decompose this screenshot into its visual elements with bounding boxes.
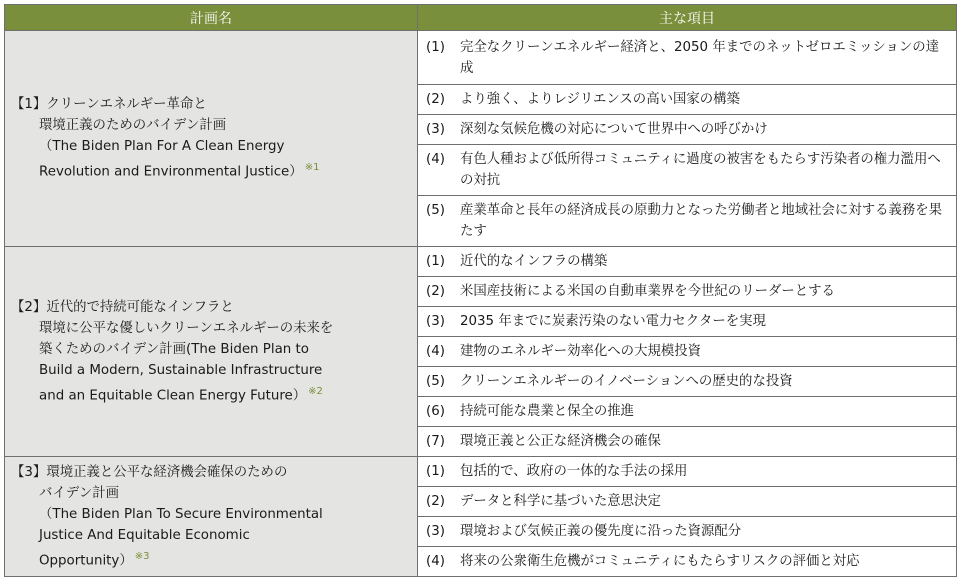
item-cell [418,487,957,517]
plan-line-text: 環境正義と公平な経済機会確保のための [46,464,288,480]
plan-title-line [11,462,407,483]
plan-line-text: Revolution and Environmental Justice） [39,164,303,180]
item-number: (3) [426,524,445,539]
item-text: 持続可能な農業と保全の推進 [460,404,635,419]
plan-line-text: （The Biden Plan For A Clean Energy [39,139,285,155]
table-row [5,247,957,277]
plan-line-text: （The Biden Plan To Secure Environmental [39,506,323,522]
item-cell [418,307,957,337]
plan-title-line [11,504,407,525]
plan-title-line [11,546,407,571]
plan-line-text: 近代的で持続可能なインフラと [46,299,234,315]
item-cell [418,247,957,277]
item-cell [418,547,957,577]
list-item [426,89,946,110]
item-text: 完全なクリーンエネルギー経済と、2050 年までのネットゼロエミッションの達成 [460,39,940,76]
plan-line-text: 築くためのバイデン計画(The Biden Plan to [39,341,309,357]
plan-title-line [11,360,407,381]
plan-line-text: Justice And Equitable Economic [39,527,250,543]
item-number: (6) [426,404,445,419]
plan-number: 【3】 [11,464,47,480]
list-item [426,461,946,482]
list-item [426,431,946,452]
plan-line-text: 環境正義のためのバイデン計画 [39,118,227,134]
item-cell [418,85,957,115]
item-text: 産業革命と長年の経済成長の原動力となった労働者と地域社会に対する義務を果たす [460,203,943,239]
item-number: (1) [426,464,445,479]
item-text: 環境正義と公正な経済機会の確保 [460,434,661,449]
plan-line-text: バイデン計画 [39,485,120,501]
list-item [426,149,946,191]
plan-title-line [11,94,407,115]
plan-line-text: クリーンエネルギー革命と [46,97,207,113]
item-text: データと科学に基づいた意思決定 [460,494,661,509]
plan-line-text: 環境に公平な優しいクリーンエネルギーの未来を [39,320,334,336]
plan-title-line [11,297,407,318]
list-item [426,551,946,572]
table-header-row [5,5,957,31]
item-cell [418,337,957,367]
plan-name-cell [5,247,418,457]
item-text: 深刻な気候危機の対応について世界中への呼びかけ [460,122,768,137]
item-text: 近代的なインフラの構築 [460,254,608,269]
item-number: (3) [426,122,445,137]
plan-title-line [11,339,407,360]
footnote-marker: ※3 [134,550,150,562]
item-text: より強く、よりレジリエンスの高い国家の構築 [460,92,740,107]
plan-name-cell [5,31,418,247]
item-text: 包括的で、政府の一体的な手法の採用 [460,464,688,479]
item-cell [418,457,957,487]
item-number: (5) [426,374,445,389]
list-item [426,341,946,362]
item-text: クリーンエネルギーのイノベーションへの歴史的な投資 [460,374,793,389]
item-number: (1) [426,254,445,269]
item-cell [418,397,957,427]
item-number: (4) [426,152,445,167]
item-text: 建物のエネルギー効率化への大規模投資 [460,344,702,359]
plan-number: 【1】 [11,97,47,113]
item-number: (7) [426,434,445,449]
footnote-marker: ※1 [304,162,320,174]
plan-line-text: and an Equitable Clean Energy Future） [39,388,307,404]
list-item [426,371,946,392]
plan-line-text: Opportunity） [39,553,133,569]
plan-title-line [11,525,407,546]
item-text: 2035 年までに炭素汚染のない電力セクターを実現 [460,314,766,329]
plan-title-line [11,136,407,157]
item-number: (2) [426,92,445,107]
plan-title-line [11,157,407,182]
item-number: (5) [426,203,445,218]
item-cell [418,517,957,547]
item-text: 米国産技術による米国の自動車業界を今世紀のリーダーとする [460,284,835,299]
table-body [5,31,957,577]
table-row [5,457,957,487]
item-cell [418,145,957,196]
item-cell [418,196,957,247]
plan-title-line [11,381,407,406]
plan-table-container [4,4,956,577]
plan-name-cell [5,457,418,577]
plan-table [4,4,957,577]
list-item [426,200,946,242]
item-number: (4) [426,344,445,359]
plan-line-text: Build a Modern, Sustainable Infrastructure [39,362,323,378]
list-item [426,311,946,332]
list-item [426,491,946,512]
plan-title-line [11,483,407,504]
item-text: 有色人種および低所得コミュニティに過度の被害をもたらす汚染者の権力濫用への対抗 [460,152,941,188]
item-cell [418,277,957,307]
list-item [426,119,946,140]
item-number: (2) [426,494,445,509]
plan-number: 【2】 [11,299,47,315]
plan-title-line [11,318,407,339]
plan-title-line [11,115,407,136]
list-item [426,251,946,272]
item-text: 将来の公衆衛生危機がコミュニティにもたらすリスクの評価と対応 [460,554,860,569]
list-item [426,281,946,302]
item-cell [418,427,957,457]
footnote-marker: ※2 [308,385,323,397]
item-number: (2) [426,284,445,299]
header-main-items: 主な項目 [418,5,957,31]
list-item [426,37,946,79]
item-cell [418,115,957,145]
item-number: (1) [426,39,445,55]
item-number: (4) [426,554,445,569]
item-text: 環境および気候正義の優先度に沿った資源配分 [460,524,742,539]
list-item [426,521,946,542]
item-cell [418,367,957,397]
list-item [426,401,946,422]
header-plan-name: 計画名 [5,5,418,31]
item-cell [418,31,957,85]
item-number: (3) [426,314,445,329]
table-row [5,31,957,85]
